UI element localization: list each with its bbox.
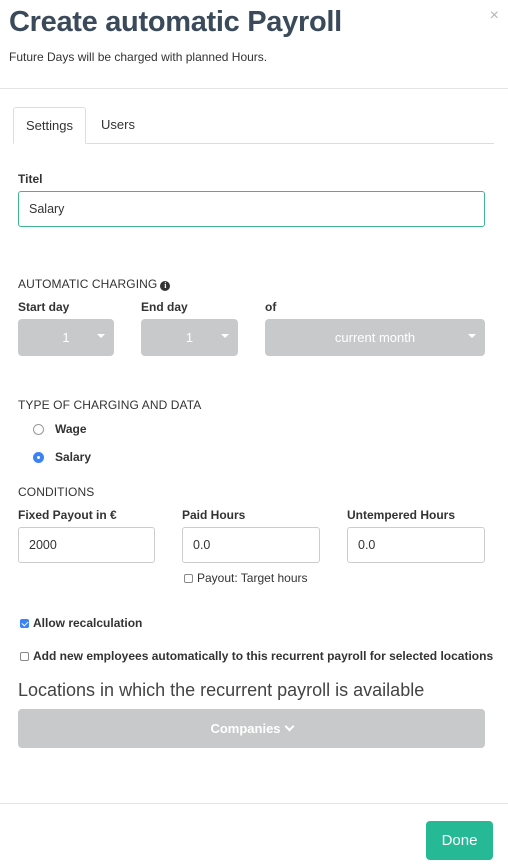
allow-recalculation-checkbox[interactable] bbox=[20, 619, 29, 628]
payout-target-label: Payout: Target hours bbox=[197, 571, 308, 585]
titel-input[interactable] bbox=[18, 191, 485, 227]
paid-hours-label: Paid Hours bbox=[182, 508, 246, 522]
titel-label: Titel bbox=[18, 172, 43, 186]
fixed-payout-input[interactable] bbox=[18, 527, 155, 563]
chevron-down-icon bbox=[284, 722, 294, 732]
radio-salary-label: Salary bbox=[55, 450, 92, 464]
automatic-charging-heading-text: AUTOMATIC CHARGING bbox=[18, 277, 158, 291]
locations-heading: Locations in which the recurrent payroll is available bbox=[18, 680, 425, 700]
caret-down-icon bbox=[468, 334, 476, 338]
start-day-label: Start day bbox=[18, 300, 70, 314]
untempered-hours-label: Untempered Hours bbox=[347, 508, 456, 522]
info-icon[interactable]: i bbox=[160, 281, 170, 291]
caret-down-icon bbox=[221, 334, 229, 338]
companies-dropdown-button[interactable] bbox=[18, 709, 485, 748]
period-label: of bbox=[265, 300, 277, 314]
close-icon[interactable]: × bbox=[489, 7, 499, 24]
untempered-hours-input[interactable] bbox=[347, 527, 485, 563]
tab-users[interactable]: Users bbox=[101, 117, 135, 132]
charging-type-heading: TYPE OF CHARGING AND DATA bbox=[18, 398, 202, 412]
end-day-value: 1 bbox=[185, 330, 194, 345]
allow-recalculation[interactable] bbox=[20, 616, 142, 630]
modal-header bbox=[0, 0, 508, 89]
period-dropdown[interactable] bbox=[265, 319, 485, 356]
start-day-value: 1 bbox=[62, 330, 70, 345]
radio-wage-button[interactable] bbox=[33, 424, 44, 435]
period-value: current month bbox=[334, 330, 416, 345]
radio-salary-button[interactable] bbox=[33, 452, 44, 463]
modal-title: Create automatic Payroll bbox=[9, 6, 342, 38]
conditions-heading: CONDITIONS bbox=[18, 485, 95, 499]
add-new-employees[interactable] bbox=[20, 649, 493, 663]
radio-wage-label: Wage bbox=[55, 422, 87, 436]
payout-target-hours[interactable] bbox=[184, 571, 308, 585]
start-day-dropdown[interactable] bbox=[18, 319, 114, 356]
fixed-payout-label: Fixed Payout in € bbox=[18, 508, 117, 522]
allow-recalculation-label: Allow recalculation bbox=[33, 616, 143, 630]
paid-hours-input[interactable] bbox=[182, 527, 320, 563]
automatic-charging-heading bbox=[18, 277, 170, 291]
payout-target-checkbox[interactable] bbox=[184, 574, 193, 583]
companies-label: Companies bbox=[210, 721, 281, 736]
done-button[interactable]: Done bbox=[426, 821, 493, 860]
end-day-label: End day bbox=[141, 300, 188, 314]
radio-wage[interactable] bbox=[33, 421, 87, 437]
add-new-employees-label: Add new employees automatically to this recurrent payroll for selected locations bbox=[33, 649, 494, 663]
radio-salary[interactable] bbox=[33, 449, 91, 465]
modal-subtitle: Future Days will be charged with planned Hours. bbox=[9, 50, 268, 64]
end-day-dropdown[interactable] bbox=[141, 319, 238, 356]
add-new-employees-checkbox[interactable] bbox=[20, 652, 29, 661]
tab-settings[interactable]: Settings bbox=[13, 107, 86, 144]
caret-down-icon bbox=[97, 334, 105, 338]
tab-bar bbox=[13, 107, 494, 144]
